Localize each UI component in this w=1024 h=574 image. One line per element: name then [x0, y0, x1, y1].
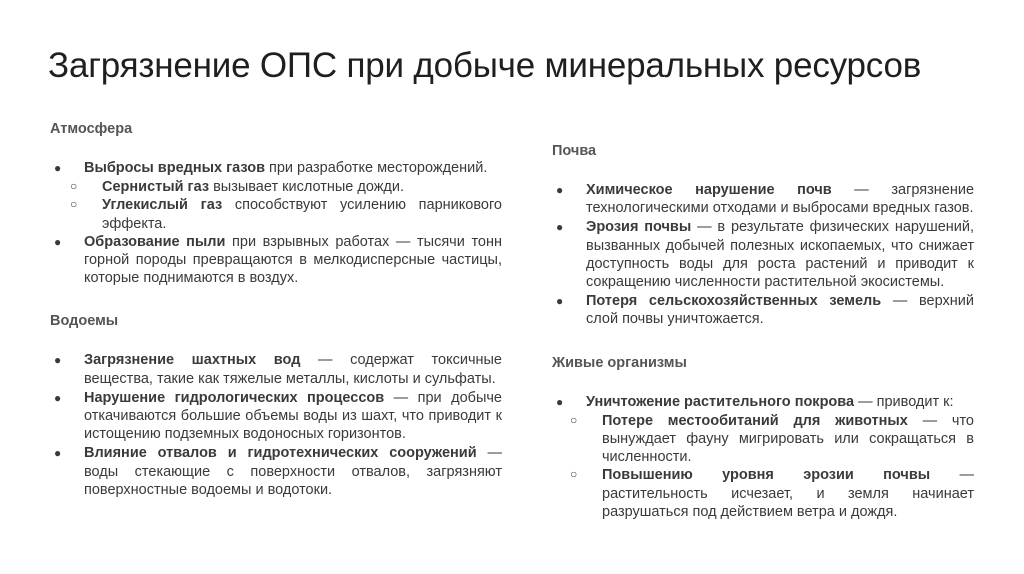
- circle-bullet-icon: ○: [70, 197, 78, 212]
- item-text: — загрязнение технологическими отходами и выбросами вредных газов.: [586, 182, 975, 217]
- bullet-icon: ●: [556, 394, 564, 409]
- sub-list-item: [552, 412, 974, 467]
- sub-list-item: [50, 178, 502, 196]
- item-text: при взрывных работах — тысячи тонн горной породы превращаются в мелкодисперсные частицы, которые поднимаются в воздух.: [84, 233, 502, 287]
- organisms-list: [552, 393, 974, 521]
- list-item: [552, 393, 974, 411]
- section-heading-water: Водоемы: [50, 313, 119, 330]
- item-text: — содержат токсичные вещества, такие как тяжелые металлы, кислоты и сульфаты.: [84, 352, 502, 387]
- water-list: [50, 351, 502, 499]
- section-water: [50, 313, 502, 499]
- item-term: Эрозия почвы: [586, 219, 692, 236]
- item-term: Уничтожение растительного покрова: [586, 393, 855, 410]
- bullet-icon: ●: [556, 220, 564, 235]
- item-term: Нарушение гидрологических процессов: [84, 389, 385, 406]
- left-column: [50, 121, 502, 500]
- bullet-icon: ●: [54, 446, 62, 461]
- bullet-icon: ●: [54, 161, 62, 175]
- section-heading-soil: Почва: [552, 143, 597, 159]
- item-text: способствуют усилению парникового эффекта.: [102, 197, 502, 232]
- item-text: — воды стекающие с поверхности отвалов, загрязняют поверхностные водоемы и водотоки.: [84, 445, 503, 498]
- circle-bullet-icon: ○: [570, 467, 578, 482]
- soil-list: [552, 181, 974, 329]
- item-term: Углекислый газ: [102, 197, 223, 214]
- page-title: Загрязнение ОПС при добыче минеральных ресурсов: [48, 46, 922, 85]
- list-item: [552, 181, 974, 217]
- section-heading-organisms: Живые организмы: [552, 354, 687, 371]
- list-item: [50, 233, 502, 288]
- list-item: [552, 218, 974, 291]
- circle-bullet-icon: ○: [570, 412, 578, 427]
- item-term: Влияние отвалов и гидротехнических сооружений: [84, 445, 477, 462]
- item-term: Потере местообитаний для животных: [602, 412, 908, 429]
- bullet-icon: ●: [556, 183, 564, 197]
- item-text: при разработке месторождений.: [264, 160, 488, 176]
- item-term: Химическое нарушение почв: [586, 182, 832, 198]
- item-term: Повышению уровня эрозии почвы: [602, 467, 931, 484]
- list-item: [50, 351, 502, 387]
- section-atmosphere: [50, 121, 502, 287]
- bullet-icon: ●: [54, 234, 62, 249]
- item-term: Потеря сельскохозяйственных земель: [586, 293, 882, 310]
- section-soil: [552, 143, 974, 329]
- right-column: [552, 143, 974, 521]
- circle-bullet-icon: ○: [70, 179, 78, 194]
- list-item: [50, 389, 502, 444]
- section-heading-atmosphere: Атмосфера: [50, 121, 133, 137]
- item-text: — растительность исчезает, и земля начинает разрушаться под действием ветра и дождя.: [602, 467, 975, 520]
- atmosphere-list: [50, 159, 502, 287]
- item-term: Загрязнение шахтных вод: [84, 352, 301, 369]
- list-item: [50, 159, 502, 177]
- item-text: — что вынуждает фауну мигрировать или сокращаться в численности.: [602, 412, 974, 466]
- item-term: Выбросы вредных газов: [84, 160, 265, 176]
- bullet-icon: ●: [54, 390, 62, 405]
- item-text: — в результате физических нарушений, вызванных добычей полезных ископаемых, что снижает доступность воды для роста растений и приводит к сокращению численности растительной экосистемы.: [586, 219, 974, 291]
- section-organisms: [552, 355, 974, 521]
- item-text: вызывает кислотные дожди.: [209, 179, 405, 196]
- bullet-icon: ●: [54, 353, 62, 368]
- item-text: — верхний слой почвы уничтожается.: [586, 293, 974, 328]
- list-item: [50, 444, 502, 499]
- item-term: Образование пыли: [84, 233, 226, 250]
- sub-list-item: [552, 466, 974, 521]
- item-text: — приводит к:: [854, 393, 954, 410]
- sub-list-item: [50, 196, 502, 232]
- list-item: [552, 292, 974, 328]
- item-term: Сернистый газ: [102, 179, 210, 196]
- item-text: — при добыче откачиваются большие объемы воды из шахт, что приводит к истощению подземных водоносных горизонтов.: [84, 389, 502, 443]
- bullet-icon: ●: [556, 294, 564, 309]
